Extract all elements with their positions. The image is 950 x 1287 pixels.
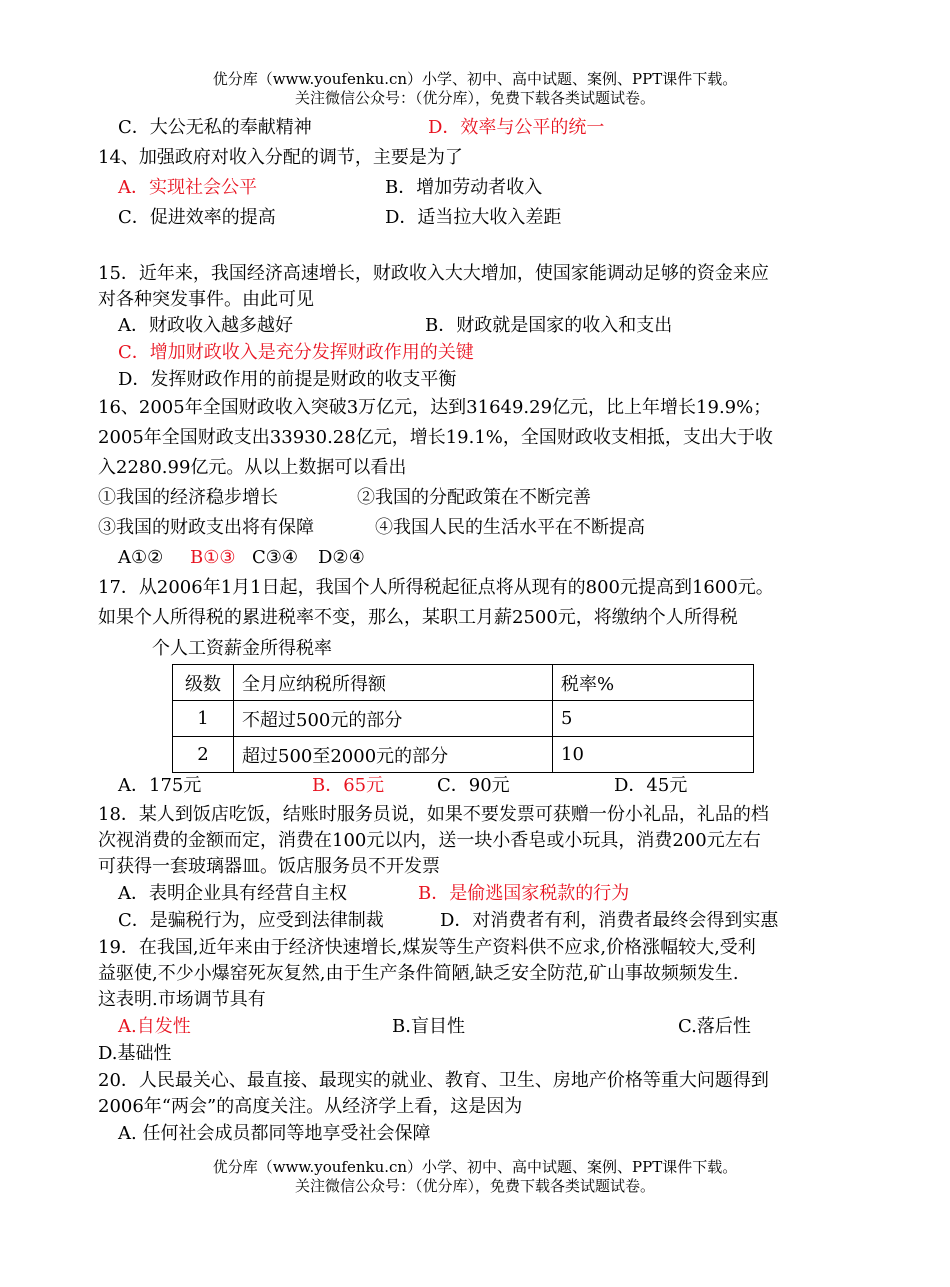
table-cell: 10: [553, 737, 754, 773]
q16-item-1: ①我国的经济稳步增长: [98, 487, 278, 508]
table-header-cell: 全月应纳税所得额: [234, 665, 553, 701]
table-header-cell: 税率%: [553, 665, 754, 701]
q16-stem-line-3: 入2280.99亿元。从以上数据可以看出: [98, 457, 407, 478]
q17-option-c: C．90元: [437, 775, 510, 796]
q15-option-d: D．发挥财政作用的前提是财政的收支平衡: [118, 369, 457, 390]
table-header-row: [173, 665, 754, 701]
table-cell: 2: [173, 737, 234, 773]
table-cell: 5: [553, 701, 754, 737]
page-footer: [0, 1158, 950, 1196]
q13-option-d-answer: D．效率与公平的统一: [428, 117, 605, 138]
page-header: [0, 70, 950, 108]
q19-option-d: D.基础性: [98, 1043, 172, 1064]
table-header-cell: 级数: [173, 665, 234, 701]
q18-stem-line-1: 18．某人到饭店吃饭，结账时服务员说，如果不要发票可获赠一份小礼品，礼品的档: [98, 804, 769, 825]
q15-stem-line-1: 15．近年来，我国经济高速增长，财政收入大大增加，使国家能调动足够的资金来应: [98, 263, 769, 284]
q17-stem-line-1: 17．从2006年1月1日起，我国个人所得税起征点将从现有的800元提高到1600元。: [98, 577, 774, 598]
table-row: [173, 701, 754, 737]
q14-option-d: D．适当拉大收入差距: [385, 207, 562, 228]
q18-option-c: C．是骗税行为，应受到法律制裁: [118, 910, 384, 931]
q14-option-b: B．增加劳动者收入: [385, 177, 543, 198]
q19-stem-line-3: 这表明.市场调节具有: [98, 989, 266, 1010]
q18-option-b-answer: B．是偷逃国家税款的行为: [418, 883, 630, 904]
q15-option-a: A．财政收入越多越好: [118, 315, 293, 336]
table-cell: 超过500至2000元的部分: [234, 737, 553, 773]
q18-option-a: A．表明企业具有经营自主权: [118, 883, 347, 904]
q14-option-c: C．促进效率的提高: [118, 207, 276, 228]
q16-item-2: ②我国的分配政策在不断完善: [357, 487, 591, 508]
q17-option-b-answer: B．65元: [312, 775, 385, 796]
q13-option-c: C．大公无私的奉献精神: [118, 117, 312, 138]
q18-stem-line-3: 可获得一套玻璃器皿。饭店服务员不开发票: [98, 856, 440, 877]
q19-stem-line-1: 19．在我国,近年来由于经济快速增长,煤炭等生产资料供不应求,价格涨幅较大,受利: [98, 937, 756, 958]
q15-option-b: B．财政就是国家的收入和支出: [425, 315, 673, 336]
q19-stem-line-2: 益驱使,不少小爆窑死灰复然,由于生产条件简陋,缺乏安全防范,矿山事故频频发生.: [98, 963, 739, 984]
table-cell: 1: [173, 701, 234, 737]
table-row: [173, 737, 754, 773]
q18-option-d: D．对消费者有利，消费者最终会得到实惠: [440, 910, 779, 931]
tax-rate-table: [172, 664, 754, 773]
footer-line-2: 关注微信公众号：（优分库），免费下载各类试题试卷。: [294, 1177, 655, 1195]
footer-line-1: 优分库（www.youfenku.cn）小学、初中、高中试题、案例、PPT课件下载。: [212, 1158, 738, 1176]
q15-stem-line-2: 对各种突发事件。由此可见: [98, 289, 314, 310]
q16-stem-line-2: 2005年全国财政支出33930.28亿元，增长19.1%，全国财政收支相抵，支出大于收: [98, 427, 773, 448]
q16-option-b-answer: B①③: [190, 547, 236, 568]
header-line-1: 优分库（www.youfenku.cn）小学、初中、高中试题、案例、PPT课件下载。: [212, 70, 738, 88]
q16-option-c: C③④: [252, 547, 299, 568]
q16-stem-line-1: 16、2005年全国财政收入突破3万亿元，达到31649.29亿元，比上年增长19.9%；: [98, 397, 772, 418]
table-cell: 不超过500元的部分: [234, 701, 553, 737]
q20-option-a: A. 任何社会成员都同等地享受社会保障: [118, 1123, 431, 1144]
tax-table-title: 个人工资薪金所得税率: [152, 638, 332, 659]
q15-option-c-answer: C．增加财政收入是充分发挥财政作用的关键: [118, 342, 474, 363]
q17-option-a: A．175元: [118, 775, 202, 796]
q19-option-a-answer: A.自发性: [118, 1016, 191, 1037]
q18-stem-line-2: 次视消费的金额而定，消费在100元以内，送一块小香皂或小玩具，消费200元左右: [98, 830, 761, 851]
q20-stem-line-2: 2006年“两会”的高度关注。从经济学上看，这是因为: [98, 1096, 523, 1117]
q16-item-4: ④我国人民的生活水平在不断提高: [375, 517, 645, 538]
q17-stem-line-2: 如果个人所得税的累进税率不变，那么，某职工月薪2500元，将缴纳个人所得税: [98, 607, 738, 628]
q16-option-a: A①②: [118, 547, 164, 568]
q16-item-3: ③我国的财政支出将有保障: [98, 517, 314, 538]
q20-stem-line-1: 20．人民最关心、最直接、最现实的就业、教育、卫生、房地产价格等重大问题得到: [98, 1070, 769, 1091]
q14-option-a-answer: A．实现社会公平: [118, 177, 257, 198]
q19-option-b: B.盲目性: [392, 1016, 465, 1037]
q19-option-c: C.落后性: [678, 1016, 751, 1037]
header-line-2: 关注微信公众号：（优分库），免费下载各类试题试卷。: [294, 89, 655, 107]
q14-stem: 14、加强政府对收入分配的调节，主要是为了: [98, 147, 463, 168]
q17-option-d: D．45元: [614, 775, 688, 796]
q16-option-d: D②④: [318, 547, 365, 568]
